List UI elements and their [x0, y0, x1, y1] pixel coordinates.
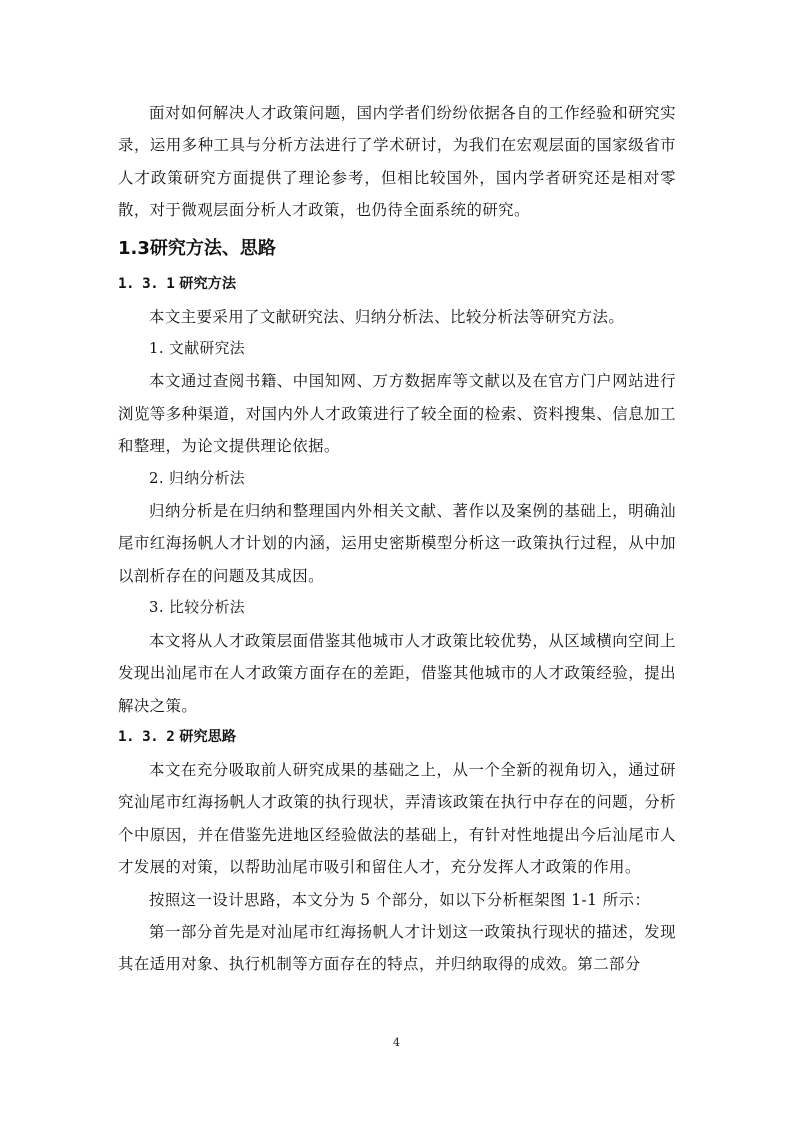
subsection-title: 研究方法 [179, 275, 237, 292]
method-text: 本文将从人才政策层面借鉴其他城市人才政策比较优势，从区域横向空间上发现出汕尾市在人才政策方面存在的差距，借鉴其他城市的人才政策经验，提出解决之策。 [118, 631, 676, 715]
subsection-title: 研究思路 [179, 728, 237, 745]
page-body [118, 97, 676, 981]
section-title: 研究方法、思路 [149, 237, 276, 259]
method-text: 本文通过查阅书籍、中国知网、万方数据库等文献以及在官方门户网站进行浏览等多种渠道，对国内外人才政策进行了较全面的检索、资料搜集、信息加工和整理，为论文提供理论依据。 [118, 372, 676, 456]
section-number: 1.3 [118, 237, 150, 259]
subsection-number: 1. 3. 1 [118, 275, 175, 292]
methods-overview: 本文主要采用了文献研究法、归纳分析法、比较分析法等研究方法。 [149, 307, 625, 326]
subsection-number: 1. 3. 2 [118, 728, 175, 745]
section-heading-1-3 [118, 227, 676, 269]
approach-paragraph: 本文在充分吸取前人研究成果的基础之上，从一个全新的视角切入，通过研究汕尾市红海扬帆人才政策的执行现状，弄清该政策在执行中存在的问题，分析个中原因，并在借鉴先进地区经验做法的基础上，有针对性地提出今后汕尾市人才发展的对策，以帮助汕尾市吸引和留住人才，充分发挥人才政策的作用。 [118, 760, 676, 877]
approach-paragraph: 按照这一设计思路，本文分为 5 个部分，如以下分析框架图 1-1 所示： [149, 890, 651, 909]
method-label: 2. 归纳分析法 [149, 469, 246, 487]
page-number: 4 [393, 1036, 400, 1049]
intro-paragraph: 面对如何解决人才政策问题，国内学者们纷纷依据各自的工作经验和研究实录，运用多种工具与分析方法进行了学术研讨，为我们在宏观层面的国家级省市人才政策研究方面提供了理论参考，但相比较国外，国内学者研究还是相对零散，对于微观层面分析人才政策，也仍待全面系统的研究。 [118, 104, 676, 220]
method-label: 1. 文献研究法 [149, 340, 246, 358]
subsection-heading-1-3-2 [118, 722, 676, 754]
method-text: 归纳分析是在归纳和整理国内外相关文献、著作以及案例的基础上，明确汕尾市红海扬帆人才计划的内涵，运用史密斯模型分析这一政策执行过程，从中加以剖析存在的问题及其成因。 [118, 502, 676, 585]
approach-paragraph: 第一部分首先是对汕尾市红海扬帆人才计划这一政策执行现状的描述，发现其在适用对象、执行机制等方面存在的特点，并归纳取得的成效。第二部分 [118, 922, 676, 974]
subsection-heading-1-3-1 [118, 269, 676, 301]
method-label: 3. 比较分析法 [149, 599, 246, 617]
